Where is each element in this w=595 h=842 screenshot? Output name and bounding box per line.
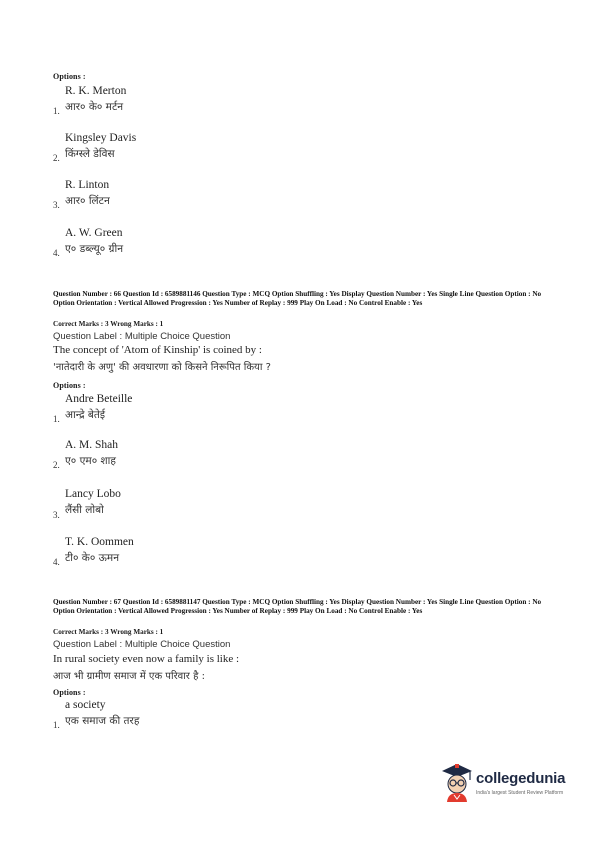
graduate-mascot-icon	[440, 762, 474, 802]
q66-option-3-number: 3.	[53, 510, 60, 520]
option-1-number: 1.	[53, 106, 60, 116]
question-66-text-english: The concept of 'Atom of Kinship' is coined by :	[53, 344, 262, 356]
q67-option-1-english: a society	[65, 699, 106, 711]
q66-option-1-english: Andre Beteille	[65, 393, 133, 405]
question-67-metadata: Question Number : 67 Question Id : 6589881147 Question Type : MCQ Option Shuffling : Yes Display Question Number : Yes Single Line Question Option : No Option Orientation : Vertical Allowed Progression : Yes Number of Replay : 999 Play On Load : No Control Enable : Yes	[53, 598, 542, 615]
q66-option-4-hindi: टी० के० ऊमन	[65, 552, 120, 564]
option-3-english: R. Linton	[65, 179, 110, 191]
q67-option-1-number: 1.	[53, 720, 60, 730]
q66-option-1-hindi: आन्द्रे बेतेई	[65, 409, 106, 421]
q66-option-3-english: Lancy Lobo	[65, 488, 121, 500]
logo-tagline: India's largest Student Review Platform	[476, 790, 564, 796]
option-3-number: 3.	[53, 200, 60, 210]
option-2-english: Kingsley Davis	[65, 132, 137, 144]
collegedunia-logo	[440, 762, 580, 806]
question-66-marks: Correct Marks : 3 Wrong Marks : 1	[53, 320, 164, 328]
q66-option-3-hindi: लैंसी लोबो	[65, 504, 104, 516]
option-4-hindi: ए० डब्ल्यू० ग्रीन	[65, 243, 124, 255]
option-3-hindi: आर० लिंटन	[65, 195, 110, 207]
question-66-options-label: Options :	[53, 381, 86, 390]
q66-option-2-number: 2.	[53, 460, 60, 470]
option-1-english: R. K. Merton	[65, 85, 127, 97]
question-66-label: Question Label : Multiple Choice Question	[53, 331, 231, 342]
q67-option-1-hindi: एक समाज की तरह	[65, 715, 140, 727]
question-67-text-english: In rural society even now a family is like :	[53, 653, 240, 665]
q66-option-2-hindi: ए० एम० शाह	[65, 455, 116, 467]
option-4-english: A. W. Green	[65, 227, 123, 239]
question-66-text-hindi: 'नातेदारी के अणु' की अवधारणा को किसने निरूपित किया ?	[53, 362, 271, 373]
option-4-number: 4.	[53, 248, 60, 258]
question-66-metadata: Question Number : 66 Question Id : 6589881146 Question Type : MCQ Option Shuffling : Yes Display Question Number : Yes Single Line Question Option : No Option Orientation : Vertical Allowed Progression : Yes Number of Replay : 999 Play On Load : No Control Enable : Yes	[53, 290, 542, 307]
options-label: Options :	[53, 72, 86, 81]
option-1-hindi: आर० के० मर्टन	[65, 101, 124, 113]
option-2-hindi: किंग्स्ले डेविस	[65, 148, 115, 160]
q66-option-1-number: 1.	[53, 414, 60, 424]
option-2-number: 2.	[53, 153, 60, 163]
question-67-marks: Correct Marks : 3 Wrong Marks : 1	[53, 628, 164, 636]
question-67-label: Question Label : Multiple Choice Question	[53, 639, 231, 650]
q66-option-2-english: A. M. Shah	[65, 439, 119, 451]
question-67-options-label: Options :	[53, 688, 86, 697]
q66-option-4-number: 4.	[53, 557, 60, 567]
q66-option-4-english: T. K. Oommen	[65, 536, 134, 548]
logo-wordmark: collegedunia	[476, 770, 566, 787]
question-67-text-hindi: आज भी ग्रामीण समाज में एक परिवार है :	[53, 671, 205, 682]
